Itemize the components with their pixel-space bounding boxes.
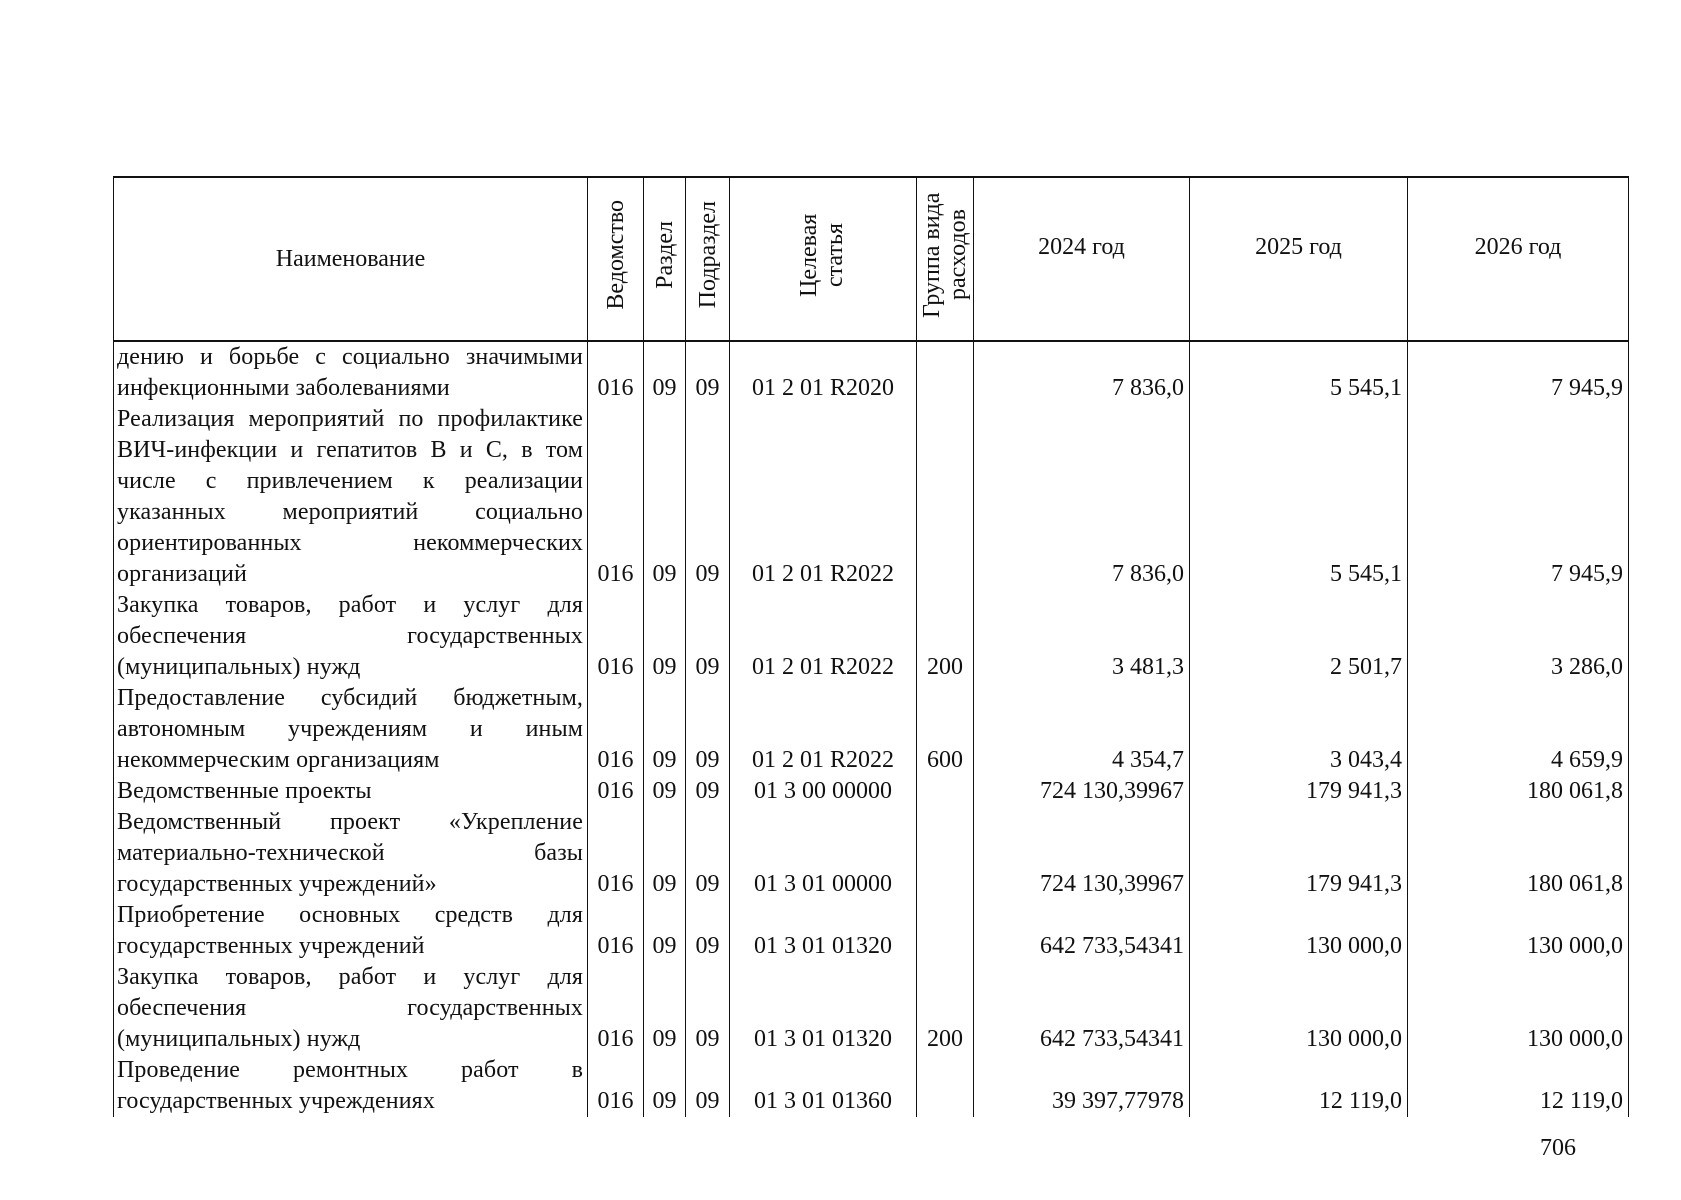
cell-target: 01 2 01 R2022	[730, 590, 917, 683]
cell-2026: 130 000,0	[1408, 962, 1629, 1055]
cell-group	[917, 1055, 974, 1117]
cell-2026: 3 286,0	[1408, 590, 1629, 683]
cell-subsection: 09	[686, 341, 730, 404]
cell-2024: 39 397,77978	[974, 1055, 1190, 1117]
cell-dept: 016	[588, 683, 644, 776]
cell-2024: 724 130,39967	[974, 776, 1190, 807]
cell-subsection: 09	[686, 1055, 730, 1117]
header-subsection: Подраздел	[686, 177, 730, 341]
cell-name: Ведомственный проект «Укрепление материально-технической базы государственных учреждений»	[114, 807, 588, 900]
cell-subsection: 09	[686, 807, 730, 900]
cell-section: 09	[644, 776, 686, 807]
header-2026: 2026 год	[1408, 177, 1629, 341]
cell-2025: 179 941,3	[1190, 776, 1408, 807]
cell-2024: 642 733,54341	[974, 900, 1190, 962]
cell-2024: 7 836,0	[974, 341, 1190, 404]
cell-group: 600	[917, 683, 974, 776]
cell-section: 09	[644, 807, 686, 900]
table-row	[114, 1055, 1629, 1117]
cell-2024: 642 733,54341	[974, 962, 1190, 1055]
cell-target: 01 2 01 R2022	[730, 404, 917, 590]
cell-2026: 7 945,9	[1408, 341, 1629, 404]
header-group: Группа вида расходов	[917, 177, 974, 341]
table-header-row	[114, 177, 1629, 341]
cell-section: 09	[644, 590, 686, 683]
cell-group	[917, 341, 974, 404]
cell-2025: 5 545,1	[1190, 404, 1408, 590]
table-row	[114, 807, 1629, 900]
cell-target: 01 3 00 00000	[730, 776, 917, 807]
cell-2024: 724 130,39967	[974, 807, 1190, 900]
cell-subsection: 09	[686, 404, 730, 590]
cell-section: 09	[644, 900, 686, 962]
table-body	[114, 341, 1629, 1117]
cell-2026: 4 659,9	[1408, 683, 1629, 776]
cell-section: 09	[644, 404, 686, 590]
cell-section: 09	[644, 962, 686, 1055]
cell-2025: 12 119,0	[1190, 1055, 1408, 1117]
cell-subsection: 09	[686, 590, 730, 683]
table-row	[114, 900, 1629, 962]
page-number: 706	[1540, 1135, 1576, 1161]
cell-subsection: 09	[686, 683, 730, 776]
cell-group	[917, 900, 974, 962]
cell-dept: 016	[588, 962, 644, 1055]
cell-group	[917, 807, 974, 900]
cell-dept: 016	[588, 404, 644, 590]
cell-subsection: 09	[686, 776, 730, 807]
cell-target: 01 3 01 00000	[730, 807, 917, 900]
table-row	[114, 404, 1629, 590]
cell-name: Реализация мероприятий по профилактике ВИЧ-инфекции и гепатитов В и С, в том числе с привлечением к реализации указанных мероприятий социально ориентированных некоммерческих организаций	[114, 404, 588, 590]
cell-name: Приобретение основных средств для государственных учреждений	[114, 900, 588, 962]
table-row	[114, 776, 1629, 807]
cell-dept: 016	[588, 341, 644, 404]
cell-2025: 3 043,4	[1190, 683, 1408, 776]
cell-2024: 7 836,0	[974, 404, 1190, 590]
header-2024: 2024 год	[974, 177, 1190, 341]
budget-table	[113, 176, 1629, 1117]
cell-group: 200	[917, 590, 974, 683]
cell-name: Закупка товаров, работ и услуг для обеспечения государственных (муниципальных) нужд	[114, 590, 588, 683]
cell-target: 01 3 01 01360	[730, 1055, 917, 1117]
cell-name: Закупка товаров, работ и услуг для обеспечения государственных (муниципальных) нужд	[114, 962, 588, 1055]
cell-group	[917, 776, 974, 807]
cell-dept: 016	[588, 776, 644, 807]
header-dept: Ведомство	[588, 177, 644, 341]
header-name: Наименование	[114, 177, 588, 341]
cell-dept: 016	[588, 1055, 644, 1117]
cell-target: 01 2 01 R2020	[730, 341, 917, 404]
cell-2025: 2 501,7	[1190, 590, 1408, 683]
cell-2026: 12 119,0	[1408, 1055, 1629, 1117]
cell-dept: 016	[588, 590, 644, 683]
cell-2026: 7 945,9	[1408, 404, 1629, 590]
cell-section: 09	[644, 341, 686, 404]
table-row	[114, 590, 1629, 683]
cell-target: 01 2 01 R2022	[730, 683, 917, 776]
cell-2025: 5 545,1	[1190, 341, 1408, 404]
cell-section: 09	[644, 1055, 686, 1117]
cell-2026: 180 061,8	[1408, 776, 1629, 807]
cell-group	[917, 404, 974, 590]
cell-group: 200	[917, 962, 974, 1055]
cell-name: Ведомственные проекты	[114, 776, 588, 807]
cell-dept: 016	[588, 807, 644, 900]
cell-subsection: 09	[686, 962, 730, 1055]
cell-target: 01 3 01 01320	[730, 900, 917, 962]
table-row	[114, 341, 1629, 404]
cell-2025: 130 000,0	[1190, 900, 1408, 962]
cell-section: 09	[644, 683, 686, 776]
table-row	[114, 683, 1629, 776]
cell-2025: 130 000,0	[1190, 962, 1408, 1055]
cell-name: дению и борьбе с социально значимыми инфекционными заболеваниями	[114, 341, 588, 404]
cell-2026: 130 000,0	[1408, 900, 1629, 962]
cell-target: 01 3 01 01320	[730, 962, 917, 1055]
cell-2024: 4 354,7	[974, 683, 1190, 776]
cell-name: Предоставление субсидий бюджетным, автономным учреждениям и иным некоммерческим организациям	[114, 683, 588, 776]
table-row	[114, 962, 1629, 1055]
header-2025: 2025 год	[1190, 177, 1408, 341]
header-target: Целевая статья	[730, 177, 917, 341]
cell-dept: 016	[588, 900, 644, 962]
header-section: Раздел	[644, 177, 686, 341]
cell-2025: 179 941,3	[1190, 807, 1408, 900]
cell-subsection: 09	[686, 900, 730, 962]
cell-2024: 3 481,3	[974, 590, 1190, 683]
cell-name: Проведение ремонтных работ в государственных учреждениях	[114, 1055, 588, 1117]
cell-2026: 180 061,8	[1408, 807, 1629, 900]
